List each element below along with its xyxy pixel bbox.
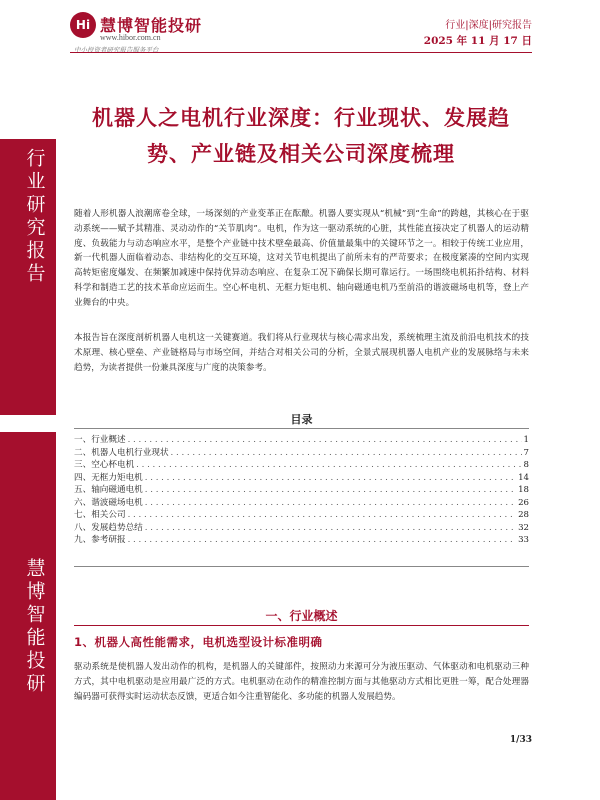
toc-item-title: 三、空心杯电机 xyxy=(74,460,135,470)
toc-item-title: 二、机器人电机行业现状 xyxy=(74,447,169,458)
toc-item-page: 14 xyxy=(518,472,529,483)
logo-text: 慧博智能投研 xyxy=(100,16,203,35)
toc-leader-dots xyxy=(171,447,522,460)
toc-item[interactable] xyxy=(74,509,529,522)
toc-leader-dots xyxy=(128,434,522,447)
toc-item[interactable] xyxy=(74,497,529,510)
toc-item[interactable] xyxy=(74,459,529,472)
toc-item-page: 33 xyxy=(518,535,529,545)
toc-leader-dots xyxy=(136,459,521,472)
toc-item-title: 一、行业概述 xyxy=(74,435,126,445)
logo-icon: Hi xyxy=(70,12,96,38)
toc-item-page: 26 xyxy=(518,497,529,508)
toc-item[interactable] xyxy=(74,447,529,460)
section-title: 一、行业概述 xyxy=(265,609,338,623)
report-type: 行业|深度|研究报告 xyxy=(445,20,532,31)
toc-leader-dots xyxy=(145,497,516,510)
toc-item-page: 28 xyxy=(518,510,529,520)
section-paragraph: 驱动系统是使机器人发出动作的机构，是机器人的关键部件，按照动力来源可分为液压驱动、气体驱动和电机驱动三种方式，其中电机驱动是应用最广泛的方式。电机驱动在动作的精准控制方面与其他驱动方式相比更胜一筹，配合处理器编码器可获得实时运动状态反馈，更适合如今注重智能化、多功能的机器人发展趋势。 xyxy=(74,662,529,702)
logo-slogan: 中小投资者研究报告服务平台 xyxy=(74,46,159,54)
toc-divider xyxy=(74,428,529,429)
sidebar-top-label: 行业研究报告 xyxy=(23,148,46,286)
toc-item-title: 四、无框力矩电机 xyxy=(74,472,143,483)
logo-url: www.hibor.com.cn xyxy=(100,33,161,42)
toc-item-title: 五、轴向磁通电机 xyxy=(74,485,143,495)
header-divider xyxy=(70,52,532,53)
toc-leader-dots xyxy=(145,484,516,497)
page-title xyxy=(70,100,532,172)
logo xyxy=(70,12,330,52)
toc-item-title: 八、发展趋势总结 xyxy=(74,522,143,533)
toc-item-title: 六、谐波磁场电机 xyxy=(74,497,143,508)
toc-item-page: 8 xyxy=(523,460,529,470)
toc-item-page: 32 xyxy=(518,522,529,533)
toc-item[interactable] xyxy=(74,434,529,447)
toc-item-page: 7 xyxy=(523,447,529,458)
intro-paragraph-2: 本报告旨在深度剖析机器人电机这一关键赛道。我们将从行业现状与核心需求出发，系统梳理主流及前沿电机技术的技术原理、核心壁垒、产业链格局与市场空间，并结合对相关公司的分析，全景式展现机器人电机产业的发展脉络与未来趋势，为读者提供一份兼具深度与广度的决策参考。 xyxy=(74,333,529,373)
toc-leader-dots xyxy=(128,509,516,522)
page-number: 1/33 xyxy=(509,735,532,745)
toc-item-page: 1 xyxy=(523,435,529,445)
toc-item[interactable] xyxy=(74,522,529,535)
intro-paragraph-1: 随着人形机器人浪潮席卷全球，一场深刻的产业变革正在酝酿。机器人要实现从“机械”到“生命”的跨越，其核心在于驱动系统——赋予其精准、灵动动作的“关节肌肉”。电机，作为这一驱动系统的心脏，其性能直接决定了机器人的运动精度、负载能力与动态响应水平，是整个产业链中技术壁垒最高、价值量最集中的关键环节之一。相较于传统工业应用，新一代机器人面临着动态、非结构化的交互环境，这对关节电机提出了前所未有的严苛要求；在极度紧凑的空间内实现高转矩密度爆发、在频繁加减速中保持优异动态响应、在复杂工况下确保长期可靠运行。一场围绕电机拓扑结构、材料科学和制造工艺的技术革命应运而生。空心杯电机、无框力矩电机、轴向磁通电机乃至前沿的谐波磁场电机等，登上产业舞台的中央。 xyxy=(74,209,529,308)
toc-leader-dots xyxy=(145,472,516,485)
toc-heading: 目录 xyxy=(290,413,313,426)
toc-bottom-divider xyxy=(74,566,529,567)
toc-leader-dots xyxy=(128,534,516,547)
toc-item-title: 七、相关公司 xyxy=(74,510,126,520)
toc-item-title: 九、参考研报 xyxy=(74,535,126,545)
section-divider xyxy=(74,625,529,626)
toc-item[interactable] xyxy=(74,534,529,547)
toc-item-page: 18 xyxy=(518,485,529,495)
sidebar-bottom-label: 慧博智能投研 xyxy=(23,558,46,696)
toc-item[interactable] xyxy=(74,484,529,497)
title-line-1: 机器人之电机行业深度：行业现状、发展趋 xyxy=(92,106,510,130)
table-of-contents xyxy=(74,434,529,547)
toc-leader-dots xyxy=(145,522,516,535)
subsection-title: 1、机器人高性能需求，电机选型设计标准明确 xyxy=(74,635,323,649)
report-date: 2025 年 11 月 17 日 xyxy=(423,35,532,47)
toc-item[interactable] xyxy=(74,472,529,485)
title-line-2: 势、产业链及相关公司深度梳理 xyxy=(147,142,455,166)
